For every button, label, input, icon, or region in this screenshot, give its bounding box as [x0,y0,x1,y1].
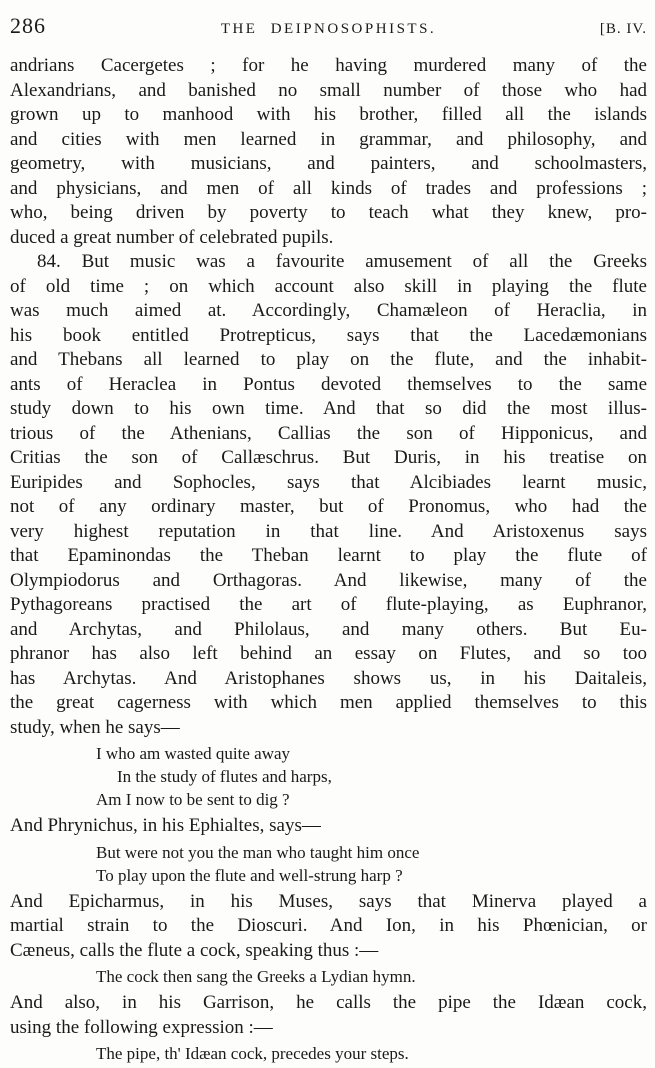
verse-line: The pipe, th' Idæan cock, precedes your steps. [96,1044,409,1063]
text-line: using the following expression :— [10,1016,273,1038]
text-line: ants of Heraclea in Pontus devoted themselves to the same [10,373,647,395]
text-line: study, when he says— [10,716,180,738]
verse-line: But were not you the man who taught him once [96,842,420,862]
prose-paragraph [10,991,647,1040]
text-line: the great cagerness with which men applied themselves to this [10,692,647,713]
verse-quotation [10,1042,647,1065]
prose-paragraph [10,814,647,839]
text-line: 84. But music was a favourite amusement of all the Greeks [37,251,647,272]
text-line: geometry, with musicians, and painters, and schoolmasters, [10,153,647,174]
verse-line: The cock then sang the Greeks a Lydian hymn. [96,967,416,986]
text-line: of old time ; on which account also skill in playing the flute [10,275,647,297]
prose-paragraph [10,890,647,964]
prose-paragraph [10,54,647,250]
text-line: andrians Cacergetes ; for he having murdered many of the [10,55,647,76]
text-line: Olympiodorus and Orthagoras. And likewise, many of the [10,569,647,591]
page-number: 286 [10,13,46,38]
verse-line: Am I now to be sent to dig ? [96,790,290,809]
running-title: THE DEIPNOSOPHISTS. [220,21,437,37]
text-line: trious of the Athenians, Callias the son of Hipponicus, and [10,422,647,444]
verse-quotation [10,841,647,887]
text-line: who, being driven by poverty to teach what they knew, pro- [10,202,647,223]
text-line: grown up to manhood with his brother, filled all the islands [10,104,647,125]
text-line: And Epicharmus, in his Muses, says that Minerva played a [10,890,647,912]
text-line: not of any ordinary master, but of Pronomus, who had the [10,496,647,517]
text-line: very highest reputation in that line. And Aristoxenus says [10,520,647,542]
verse-quotation [10,742,647,811]
book-section-ref: [B. IV. [599,21,647,37]
text-line: duced a great number of celebrated pupils. [10,226,334,248]
text-line: Pythagoreans practised the art of flute-playing, as Euphranor, [10,594,647,615]
prose-paragraph [10,250,647,740]
text-line: study down to his own time. And that so did the most illus- [10,398,647,419]
text-line: Cæneus, calls the flute a cock, speaking thus :— [10,939,379,961]
verse-quotation [10,965,647,988]
verse-line: To play upon the flute and well-strung harp ? [96,865,403,885]
verse-line: In the study of flutes and harps, [117,767,332,786]
text-line: And also, in his Garrison, he calls the pipe the Idæan cock, [10,992,647,1013]
text-line: that Epaminondas the Theban learnt to play the flute of [10,545,647,566]
text-line: and physicians, and men of all kinds of trades and professions ; [10,177,647,199]
text-line: And Phrynichus, in his Ephialtes, says— [10,815,321,836]
text-line: his book entitled Protrepticus, says that the Lacedæmonians [10,324,647,346]
text-line: Alexandrians, and banished no small number of those who had [10,79,647,101]
text-line: Euripides and Sophocles, says that Alcibiades learnt music, [10,471,647,493]
verse-line: I who am wasted quite away [96,744,291,763]
text-line: and Thebans all learned to play on the flute, and the inhabit- [10,349,647,370]
text-line: and cities with men learned in grammar, and philosophy, and [10,128,647,150]
text-line: Critias the son of Callæschrus. But Duris, in his treatise on [10,447,647,468]
page-body-text [10,54,647,1065]
running-head [10,13,647,39]
text-line: phranor has also left behind an essay on Flutes, and so too [10,643,647,664]
text-line: was much aimed at. Accordingly, Chamæleon of Heraclia, in [10,300,647,321]
text-line: and Archytas, and Philolaus, and many others. But Eu- [10,618,647,640]
text-line: martial strain to the Dioscuri. And Ion, in his Phœnician, or [10,915,647,936]
text-line: has Archytas. And Aristophanes shows us, in his Daitaleis, [10,667,647,689]
